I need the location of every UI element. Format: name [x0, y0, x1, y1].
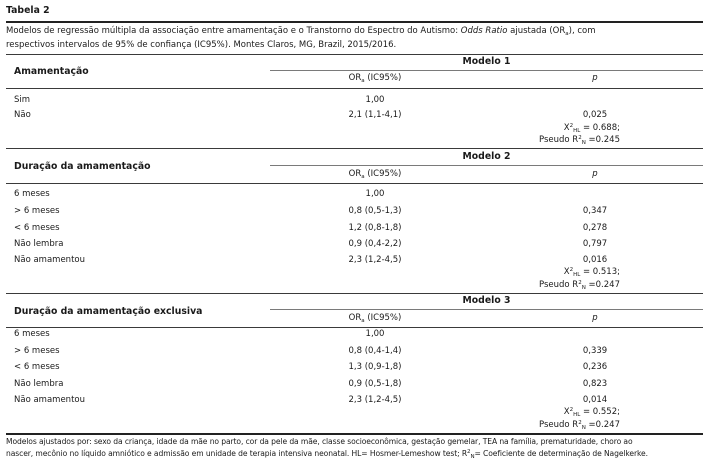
m1-pseudo-r2: Pseudo $R^2_N =0.245$ — [538, 135, 620, 146]
m3-row-or: 1,3 (0,9-1,8) — [348, 362, 402, 372]
table-caption-line2: respectivos intervalos de 95% de confiança (IC95%). Montes Claros, MG, Brazil, 2015/2016. — [6, 40, 397, 50]
m2-pseudo-r2: Pseudo $R^2_N =0.247$ — [538, 280, 620, 291]
m3-row-p: 0,236 — [582, 362, 608, 372]
m3-pseudo-r2: Pseudo $R^2_N =0.247$ — [538, 420, 620, 431]
model-3-title: Modelo 3 — [462, 295, 511, 306]
model-2-body-rule — [6, 183, 703, 184]
m2-row-or: 1,2 (0,8-1,8) — [348, 223, 402, 233]
model-2-header-rule — [270, 165, 703, 166]
model-1-p-header: p — [592, 73, 598, 83]
table-label: Tabela 2 — [6, 5, 50, 16]
m3-row-label: Não lembra — [14, 379, 64, 389]
m2-row-p: 0,278 — [582, 223, 608, 233]
model-3-body-rule — [6, 327, 703, 328]
m2-row-label: 6 meses — [14, 189, 50, 199]
model-3-p-header: p — [592, 313, 598, 323]
m1-row-label: Sim — [14, 95, 31, 105]
model-3-header-rule — [270, 309, 703, 310]
m3-row-or: 0,9 (0,5-1,8) — [348, 379, 402, 389]
m3-row-or: 1,00 — [365, 329, 385, 339]
model-3-or-header: $OR_a$ (IC95%) — [348, 313, 402, 324]
model-1-variable: Amamentação — [14, 66, 89, 77]
caption-rule — [6, 54, 703, 55]
m2-row-or: 1,00 — [365, 189, 385, 199]
m3-row-label: < 6 meses — [14, 362, 60, 372]
m3-row-p: 0,014 — [582, 395, 608, 405]
table-caption-line1: Modelos de regressão múltipla da associação entre amamentação e o Transtorno do Espectro do Autismo: Odds Ratio ajustada $(OR_a)$, com — [6, 26, 596, 37]
model-2-variable: Duração da amamentação — [14, 161, 151, 172]
model-1-title: Modelo 1 — [462, 56, 511, 67]
model-1-end-rule — [6, 148, 703, 149]
m3-chi-square: $X^2_{HL} = 0.552$; — [563, 407, 620, 418]
footnote-line1: Modelos ajustados por: sexo da criança, idade da mãe no parto, cor da pele da mãe, classe socioeconômica, gestação gemelar, TEA na família, prematuridade, choro ao — [6, 437, 633, 446]
m3-row-or: 2,3 (1,2-4,5) — [348, 395, 402, 405]
m1-row-label: Não — [14, 110, 31, 120]
m1-chi-square: $X^2_{HL} = 0.688$; — [563, 123, 620, 134]
m2-row-or: 2,3 (1,2-4,5) — [348, 255, 402, 265]
footnote-line2: nascer, mecônio no líquido amniótico e admissão em unidade de terapia intensiva neonatal. HL= Hosmer-Lemeshow test; $R^2_N=$ Coeficiente de determinação de Nagelkerke. — [6, 449, 648, 460]
model-2-or-header: $OR_a$ (IC95%) — [348, 169, 402, 180]
m2-row-label: > 6 meses — [14, 206, 60, 216]
m1-row-or: 2,1 (1,1-4,1) — [348, 110, 402, 120]
m2-row-label: < 6 meses — [14, 223, 60, 233]
top-rule — [6, 21, 703, 23]
model-2-end-rule — [6, 293, 703, 294]
bottom-rule — [6, 433, 703, 435]
model-2-title: Modelo 2 — [462, 151, 511, 162]
m2-chi-square: $X^2_{HL} = 0.513$; — [563, 267, 620, 278]
m1-row-or: 1,00 — [365, 95, 385, 105]
model-1-or-header: $OR_a$ (IC95%) — [348, 73, 402, 84]
m2-row-p: 0,016 — [582, 255, 608, 265]
m3-row-p: 0,339 — [582, 346, 608, 356]
m3-row-label: 6 meses — [14, 329, 50, 339]
m3-row-label: Não amamentou — [14, 395, 85, 405]
m3-row-or: 0,8 (0,4-1,4) — [348, 346, 402, 356]
m3-row-p: 0,823 — [582, 379, 608, 389]
m3-row-label: > 6 meses — [14, 346, 60, 356]
m2-row-label: Não lembra — [14, 239, 64, 249]
model-1-body-rule — [6, 88, 703, 89]
model-2-p-header: p — [592, 169, 598, 179]
model-3-variable: Duração da amamentação exclusiva — [14, 306, 203, 317]
m2-row-or: 0,8 (0,5-1,3) — [348, 206, 402, 216]
m1-row-p: 0,025 — [582, 110, 608, 120]
model-1-header-rule — [270, 70, 703, 71]
m2-row-label: Não amamentou — [14, 255, 85, 265]
m2-row-p: 0,797 — [582, 239, 608, 249]
m2-row-or: 0,9 (0,4-2,2) — [348, 239, 402, 249]
m2-row-p: 0,347 — [582, 206, 608, 216]
